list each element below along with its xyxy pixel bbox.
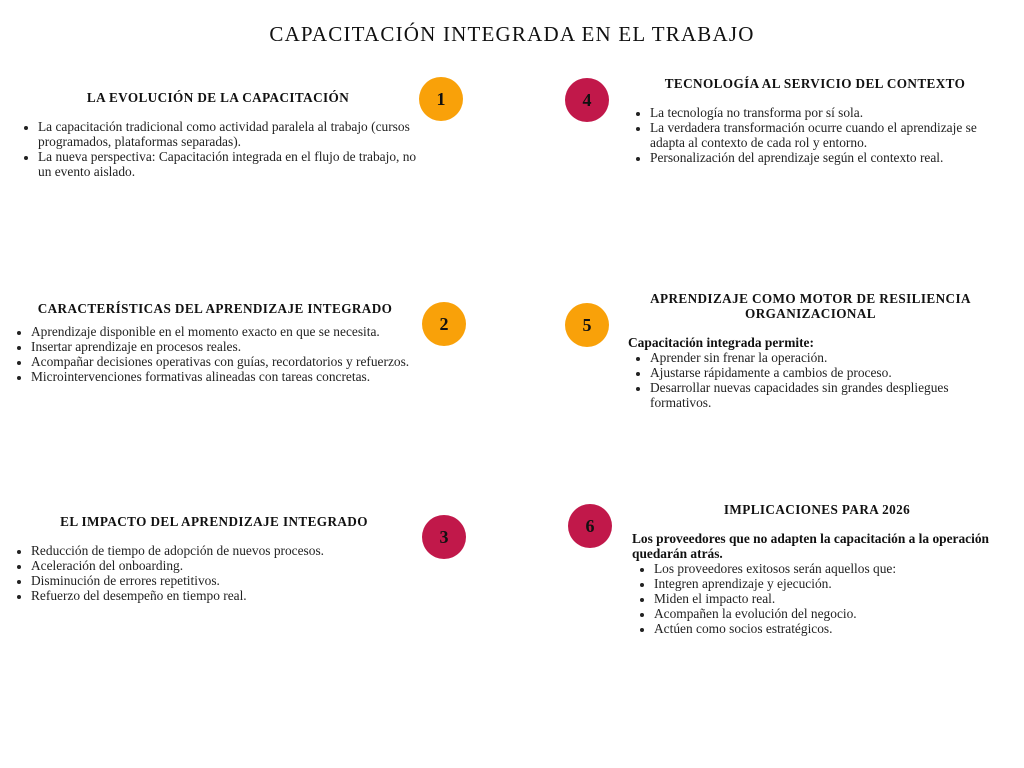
list-item: Refuerzo del desempeño en tiempo real. bbox=[11, 588, 417, 603]
section-lead: Los proveedores que no adapten la capacitación a la operación quedarán atrás. bbox=[632, 531, 989, 561]
list-item: Reducción de tiempo de adopción de nuevos procesos. bbox=[11, 543, 417, 558]
bullet-list bbox=[11, 324, 419, 384]
step-badge-2 bbox=[422, 302, 466, 346]
section-caracteristicas bbox=[11, 301, 419, 384]
list-item: Insertar aprendizaje en procesos reales. bbox=[11, 339, 419, 354]
bullet-list bbox=[11, 543, 417, 603]
list-item: La nueva perspectiva: Capacitación integrada en el flujo de trabajo, no un evento aislado. bbox=[18, 149, 418, 179]
list-item: Ajustarse rápidamente a cambios de proceso. bbox=[630, 365, 993, 380]
section-heading: TECNOLOGÍA AL SERVICIO DEL CONTEXTO bbox=[664, 76, 966, 91]
step-number: 3 bbox=[439, 526, 449, 547]
section-evolucion bbox=[18, 90, 418, 179]
list-item: Actúen como socios estratégicos. bbox=[634, 621, 1002, 636]
section-heading: LA EVOLUCIÓN DE LA CAPACITACIÓN bbox=[86, 90, 350, 105]
section-heading: APRENDIZAJE COMO MOTOR DE RESILIENCIA ORGANIZACIONAL bbox=[650, 291, 971, 321]
list-item: Los proveedores exitosos serán aquellos que: bbox=[634, 561, 1002, 576]
section-heading: EL IMPACTO DEL APRENDIZAJE INTEGRADO bbox=[60, 514, 368, 529]
list-item: Integren aprendizaje y ejecución. bbox=[634, 576, 1002, 591]
step-badge-3 bbox=[422, 515, 466, 559]
list-item: La capacitación tradicional como actividad paralela al trabajo (cursos programados, plataformas separadas). bbox=[18, 119, 418, 149]
step-badge-6 bbox=[568, 504, 612, 548]
section-tecnologia bbox=[630, 76, 1000, 165]
list-item: La tecnología no transforma por sí sola. bbox=[630, 105, 1000, 120]
list-item: La verdadera transformación ocurre cuando el aprendizaje se adapta al contexto de cada rol y entorno. bbox=[630, 120, 1000, 150]
list-item: Aprendizaje disponible en el momento exacto en que se necesita. bbox=[11, 324, 419, 339]
section-impacto bbox=[11, 514, 417, 603]
list-item: Aceleración del onboarding. bbox=[11, 558, 417, 573]
step-number: 5 bbox=[582, 314, 592, 335]
list-item: Microintervenciones formativas alineadas con tareas concretas. bbox=[11, 369, 419, 384]
bullet-list bbox=[18, 119, 418, 179]
section-lead: Capacitación integrada permite: bbox=[628, 335, 814, 350]
step-badge-4 bbox=[565, 78, 609, 122]
bullet-list bbox=[630, 350, 993, 410]
step-number: 4 bbox=[582, 89, 592, 110]
list-item: Disminución de errores repetitivos. bbox=[11, 573, 417, 588]
list-item: Miden el impacto real. bbox=[634, 591, 1002, 606]
section-heading: CARACTERÍSTICAS DEL APRENDIZAJE INTEGRADO bbox=[37, 301, 393, 316]
page-title: CAPACITACIÓN INTEGRADA EN EL TRABAJO bbox=[269, 22, 755, 46]
step-badge-1 bbox=[419, 77, 463, 121]
bullet-list bbox=[634, 561, 1002, 636]
section-implicaciones bbox=[632, 502, 1002, 636]
list-item: Desarrollar nuevas capacidades sin grandes despliegues formativos. bbox=[630, 380, 993, 410]
list-item: Acompañar decisiones operativas con guías, recordatorios y refuerzos. bbox=[11, 354, 419, 369]
list-item: Acompañen la evolución del negocio. bbox=[634, 606, 1002, 621]
list-item: Personalización del aprendizaje según el contexto real. bbox=[630, 150, 1000, 165]
step-number: 6 bbox=[585, 515, 595, 536]
section-resiliencia bbox=[628, 291, 993, 410]
list-item: Aprender sin frenar la operación. bbox=[630, 350, 993, 365]
step-badge-5 bbox=[565, 303, 609, 347]
step-number: 2 bbox=[439, 313, 449, 334]
bullet-list bbox=[630, 105, 1000, 165]
section-heading: IMPLICACIONES PARA 2026 bbox=[723, 502, 911, 517]
step-number: 1 bbox=[436, 88, 446, 109]
